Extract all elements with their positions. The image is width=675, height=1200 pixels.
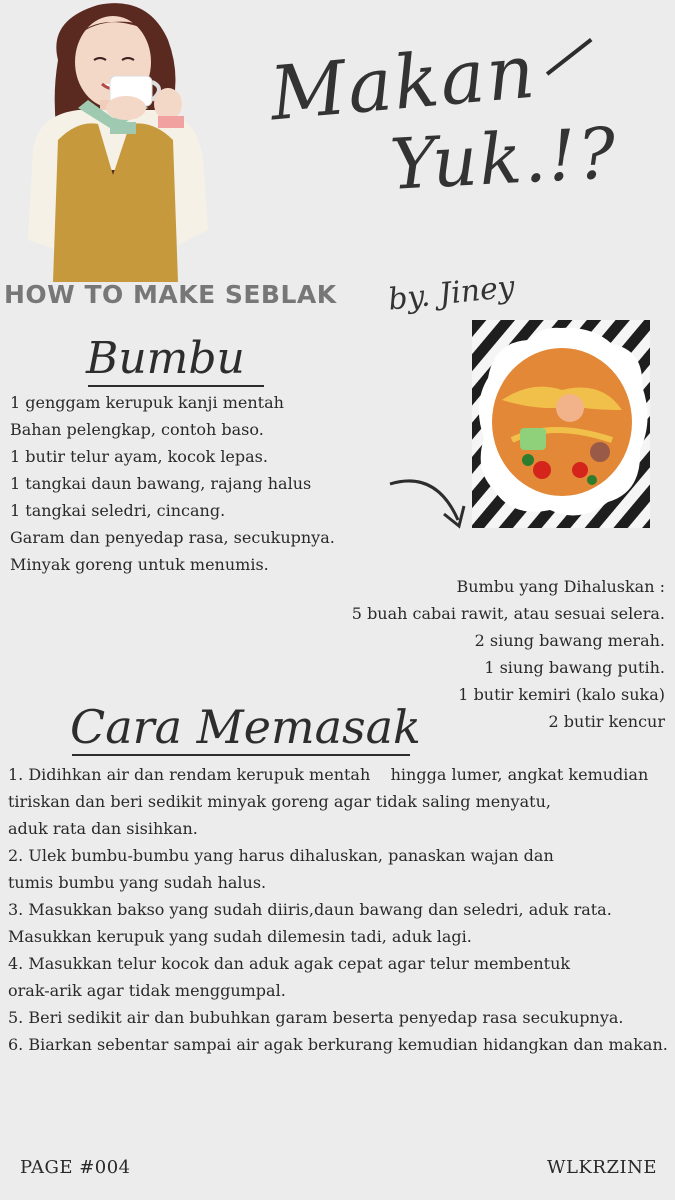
bumbu-heading bbox=[86, 333, 245, 384]
list-item: Bahan pelengkap, contoh baso. bbox=[10, 420, 264, 439]
list-item: 1 siung bawang putih. bbox=[484, 658, 665, 677]
list-item: 2 butir kencur bbox=[548, 712, 665, 731]
step-line: tiriskan dan beri sedikit minyak goreng agar tidak saling menyatu, bbox=[8, 792, 551, 811]
bumbu-list bbox=[10, 389, 335, 578]
step-line: 2. Ulek bumbu-bumbu yang harus dihaluskan, panaskan wajan dan bbox=[8, 846, 554, 865]
step-line: Masukkan kerupuk yang sudah dilemesin tadi, aduk lagi. bbox=[8, 927, 472, 946]
author-signature: by. Jiney bbox=[386, 269, 517, 318]
step-line: 6. Biarkan sebentar sampai air agak berkurang kemudian hidangkan dan makan. bbox=[8, 1035, 668, 1054]
cara-memasak-heading-underline bbox=[72, 754, 410, 756]
cara-memasak-steps bbox=[8, 761, 672, 1058]
bumbu-heading-underline bbox=[88, 385, 264, 387]
list-item: 1 tangkai seledri, cincang. bbox=[10, 501, 226, 520]
list-item: Garam dan penyedap rasa, secukupnya. bbox=[10, 528, 335, 547]
title-line-1: Makan bbox=[266, 28, 540, 138]
title-block bbox=[266, 28, 650, 210]
step-line: 1. Didihkan air dan rendam kerupuk mentah hingga lumer, angkat kemudian bbox=[8, 765, 649, 784]
subtitle: HOW TO MAKE SEBLAK bbox=[4, 280, 337, 309]
list-item: 2 siung bawang merah. bbox=[474, 631, 665, 650]
portrait-image bbox=[18, 0, 218, 282]
page-number: PAGE #004 bbox=[20, 1157, 131, 1178]
step-line: 5. Beri sedikit air dan bubuhkan garam beserta penyedap rasa secukupnya. bbox=[8, 1008, 624, 1027]
step-line: 3. Masukkan bakso yang sudah diiris,daun bawang dan seledri, aduk rata. bbox=[8, 900, 612, 919]
step-line: 4. Masukkan telur kocok dan aduk agak cepat agar telur membentuk bbox=[8, 954, 571, 973]
list-item: 1 butir kemiri (kalo suka) bbox=[458, 685, 665, 704]
step-line: tumis bumbu yang sudah halus. bbox=[8, 873, 267, 892]
curved-arrow-icon bbox=[386, 470, 468, 532]
cara-memasak-heading-text: Cara Memasak bbox=[70, 700, 421, 754]
brand-name: WLKRZINE bbox=[547, 1157, 657, 1178]
list-item: 1 butir telur ayam, kocok lepas. bbox=[10, 447, 268, 466]
list-item: 1 tangkai daun bawang, rajang halus bbox=[10, 474, 312, 493]
title-line-2: Yuk.!? bbox=[388, 112, 620, 206]
cara-memasak-heading bbox=[70, 700, 421, 754]
list-item: 1 genggam kerupuk kanji mentah bbox=[10, 393, 284, 412]
step-line: orak-arik agar tidak menggumpal. bbox=[8, 981, 286, 1000]
bumbu-heading-text: Bumbu bbox=[86, 333, 245, 384]
list-item: 5 buah cabai rawit, atau sesuai selera. bbox=[351, 604, 665, 623]
seblak-photo bbox=[472, 320, 650, 528]
list-item: Minyak goreng untuk menumis. bbox=[10, 555, 269, 574]
step-line: aduk rata dan sisihkan. bbox=[8, 819, 198, 838]
bumbu-dihaluskan-title: Bumbu yang Dihaluskan : bbox=[456, 577, 665, 596]
